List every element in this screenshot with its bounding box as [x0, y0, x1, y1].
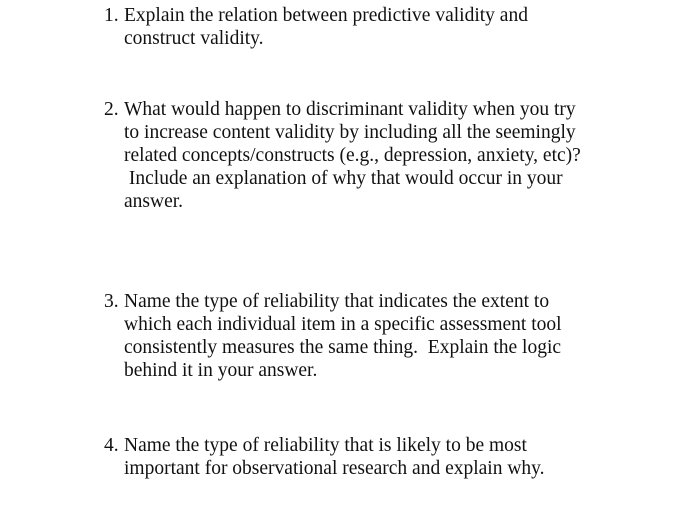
question-text-line: which each individual item in a specific assessment tool: [124, 314, 562, 335]
question-text-line: Include an explanation of why that would occur in your: [124, 168, 563, 189]
question-text-line: related concepts/constructs (e.g., depression, anxiety, etc)?: [124, 145, 581, 166]
question-text-line: consistently measures the same thing. Explain the logic: [124, 337, 562, 358]
question-3: [104, 290, 624, 382]
question-text-line: important for observational research and explain why.: [124, 458, 545, 479]
question-text-line: Explain the relation between predictive validity and: [124, 5, 528, 26]
question-4: [104, 434, 624, 480]
question-text-line: What would happen to discriminant validity when you try: [124, 99, 576, 120]
question-number: 2.: [104, 99, 119, 120]
question-text-line: to increase content validity by including all the seemingly: [124, 122, 576, 143]
question-text-line: construct validity.: [124, 28, 264, 49]
question-number: 1.: [104, 5, 119, 26]
question-number: 4.: [104, 435, 119, 456]
question-text-line: behind it in your answer.: [124, 360, 318, 381]
question-number: 3.: [104, 291, 119, 312]
question-text-line: Name the type of reliability that is likely to be most: [124, 435, 527, 456]
question-2: [104, 98, 624, 213]
question-text-line: answer.: [124, 191, 184, 212]
question-1: [104, 4, 624, 50]
question-text-line: Name the type of reliability that indicates the extent to: [124, 291, 550, 312]
